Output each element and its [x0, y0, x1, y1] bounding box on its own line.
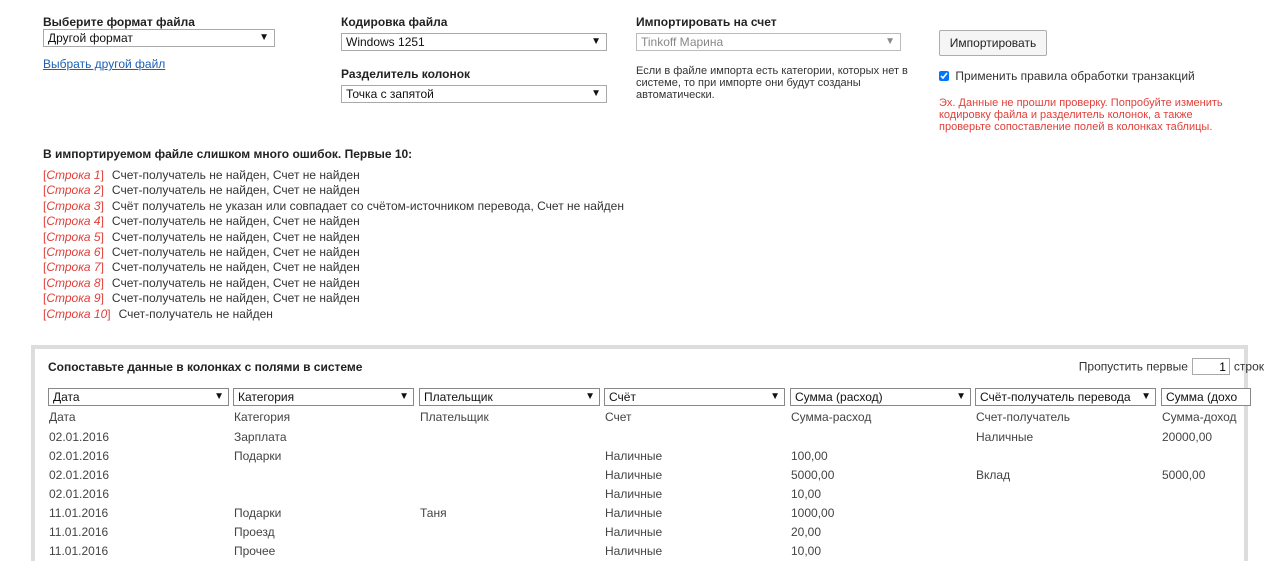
column-field-select[interactable] [604, 388, 785, 406]
table-cell: Вклад [976, 468, 1011, 482]
error-row-ref: [Строка 7] [43, 260, 104, 275]
error-row-ref: [Строка 10] [43, 306, 111, 321]
chevron-down-icon: ▼ [591, 36, 601, 47]
error-row-ref: [Строка 6] [43, 245, 104, 259]
error-row-ref: [Строка 5] [43, 229, 104, 244]
table-cell: Наличные [976, 430, 1034, 444]
error-row-message: Счет-получатель не найден, Счет не найден [111, 168, 360, 182]
table-cell: Зарплата [234, 430, 287, 444]
column-header-cell: Дата [49, 410, 76, 424]
column-field-select[interactable] [48, 388, 229, 406]
error-row-ref: [Строка 4] [43, 214, 104, 229]
chevron-down-icon: ▼ [956, 391, 966, 402]
skip-suffix: строк [1233, 359, 1264, 374]
table-cell: 02.01.2016 [49, 430, 110, 444]
column-header-cell: Сумма-доход [1162, 410, 1237, 424]
column-field-select[interactable] [233, 388, 414, 406]
table-cell: 10,00 [791, 487, 822, 501]
table-cell: Подарки [234, 449, 282, 463]
file-format-select[interactable] [43, 29, 275, 47]
error-row [43, 245, 360, 260]
categories-note: Если в файле импорта есть категории, которых нет в системе, то при импорте они будут созданы автоматически. [636, 65, 908, 101]
delimiter-select[interactable] [341, 85, 607, 103]
chevron-down-icon: ▼ [259, 32, 269, 43]
column-header-cell: Счет-получатель [976, 410, 1071, 424]
error-row-ref: [Строка 2] [43, 183, 104, 198]
table-cell: 100,00 [791, 449, 828, 463]
table-cell: 5000,00 [1162, 468, 1206, 482]
table-cell: Наличные [605, 487, 663, 501]
column-header-cell: Сумма-расход [791, 410, 872, 424]
table-cell: 11.01.2016 [49, 525, 109, 539]
delimiter-value: Точка с запятой [346, 87, 434, 101]
apply-rules-row [939, 69, 1195, 83]
column-field-select[interactable] [790, 388, 971, 406]
table-cell: 11.01.2016 [49, 506, 109, 520]
error-row-ref: [Строка 1] [43, 168, 104, 182]
encoding-value: Windows 1251 [346, 35, 425, 49]
table-cell: 02.01.2016 [49, 487, 110, 501]
column-header-cell: Категория [234, 410, 291, 424]
error-row-message: Счет-получатель не найден, Счет не найден [111, 275, 360, 290]
table-cell: Наличные [605, 544, 663, 558]
error-row-message: Счет-получатель не найден, Счет не найден [111, 214, 360, 229]
error-row [43, 291, 360, 306]
validation-error: Эх. Данные не прошли проверку. Попробуйте изменить кодировку файла и разделитель колонок, а также проверьте сопоставление полей в колонках таблицы. [939, 97, 1223, 133]
error-row-message: Счет-получатель не найден, Счет не найден [111, 229, 360, 244]
column-field-select[interactable] [1161, 388, 1251, 406]
table-cell: 11.01.2016 [49, 544, 109, 558]
column-field-value: Плательщик [424, 390, 493, 404]
table-cell: 20,00 [791, 525, 822, 539]
chevron-down-icon: ▼ [591, 88, 601, 99]
table-cell: 02.01.2016 [49, 468, 110, 482]
skip-rows-control [1079, 358, 1264, 375]
mapping-title: Сопоставьте данные в колонках с полями в системе [48, 360, 363, 374]
import-button[interactable]: Импортировать [939, 30, 1047, 56]
error-row-message: Счет-получатель не найден, Счет не найден [111, 260, 360, 275]
column-field-value: Категория [238, 390, 295, 404]
skip-label: Пропустить первые [1078, 359, 1188, 374]
error-row-ref: [Строка 9] [43, 291, 104, 306]
error-row-ref: [Строка 8] [43, 275, 104, 290]
table-cell: Таня [420, 506, 447, 520]
apply-rules-checkbox[interactable] [939, 71, 949, 81]
account-value: Tinkoff Марина [641, 35, 724, 49]
table-cell: Наличные [605, 468, 663, 482]
table-cell: 10,00 [791, 544, 822, 558]
error-row-message: Счет-получатель не найден, Счет не найден [111, 183, 360, 198]
column-field-value: Сумма (расход) [795, 390, 883, 404]
mapping-panel [31, 345, 1264, 561]
chevron-down-icon: ▼ [399, 391, 409, 402]
table-cell: 02.01.2016 [49, 449, 110, 463]
table-cell: Наличные [605, 449, 663, 463]
choose-other-file-link[interactable]: Выбрать другой файл [43, 57, 166, 71]
table-cell: Проезд [234, 525, 275, 539]
file-format-value: Другой формат [48, 31, 133, 45]
errors-title: В импортируемом файле слишком много ошибок. Первые 10: [43, 147, 413, 161]
apply-rules-label: Применить правила обработки транзакций [955, 69, 1195, 83]
error-row [43, 168, 360, 183]
account-label: Импортировать на счет [636, 15, 777, 29]
chevron-down-icon: ▼ [885, 36, 895, 47]
error-row [43, 276, 360, 291]
chevron-down-icon: ▼ [770, 391, 780, 402]
column-field-select[interactable] [975, 388, 1156, 406]
chevron-down-icon: ▼ [585, 391, 595, 402]
error-row-message: Счет-получатель не найден [118, 306, 273, 321]
chevron-down-icon: ▼ [1141, 391, 1151, 402]
error-row [43, 183, 360, 198]
column-field-value: Счёт [609, 390, 636, 404]
skip-rows-input[interactable] [1192, 358, 1230, 375]
delimiter-label: Разделитель колонок [341, 67, 471, 81]
file-format-label: Выберите формат файла [43, 15, 195, 29]
error-row [43, 260, 360, 275]
error-row-ref: [Строка 3] [43, 198, 104, 213]
table-cell: 5000,00 [791, 468, 835, 482]
account-select[interactable] [636, 33, 901, 51]
column-field-value: Счёт-получатель перевода [980, 390, 1131, 404]
column-header-cell: Плательщик [420, 410, 489, 424]
encoding-select[interactable] [341, 33, 607, 51]
encoding-label: Кодировка файла [341, 15, 448, 29]
table-cell: Прочее [234, 544, 276, 558]
table-cell: 20000,00 [1162, 430, 1213, 444]
table-cell: Подарки [234, 506, 282, 520]
error-row [43, 230, 360, 245]
column-header-cell: Счет [605, 410, 632, 424]
table-cell: Наличные [605, 506, 663, 520]
error-row-message: Счёт получатель не указан или совпадает со счётом-источником перевода, Счет не найден [111, 198, 624, 213]
error-row-message: Счет-получатель не найден, Счет не найден [111, 245, 360, 259]
error-row-message: Счет-получатель не найден, Счет не найден [111, 291, 360, 306]
chevron-down-icon: ▼ [214, 391, 224, 402]
error-row [43, 307, 273, 322]
table-cell: Наличные [605, 525, 663, 539]
column-field-select[interactable] [419, 388, 600, 406]
error-row [43, 214, 360, 229]
column-field-value: Сумма (дохо [1166, 390, 1238, 404]
column-field-value: Дата [53, 390, 80, 404]
error-row [43, 199, 624, 214]
table-cell: 1000,00 [791, 506, 835, 520]
